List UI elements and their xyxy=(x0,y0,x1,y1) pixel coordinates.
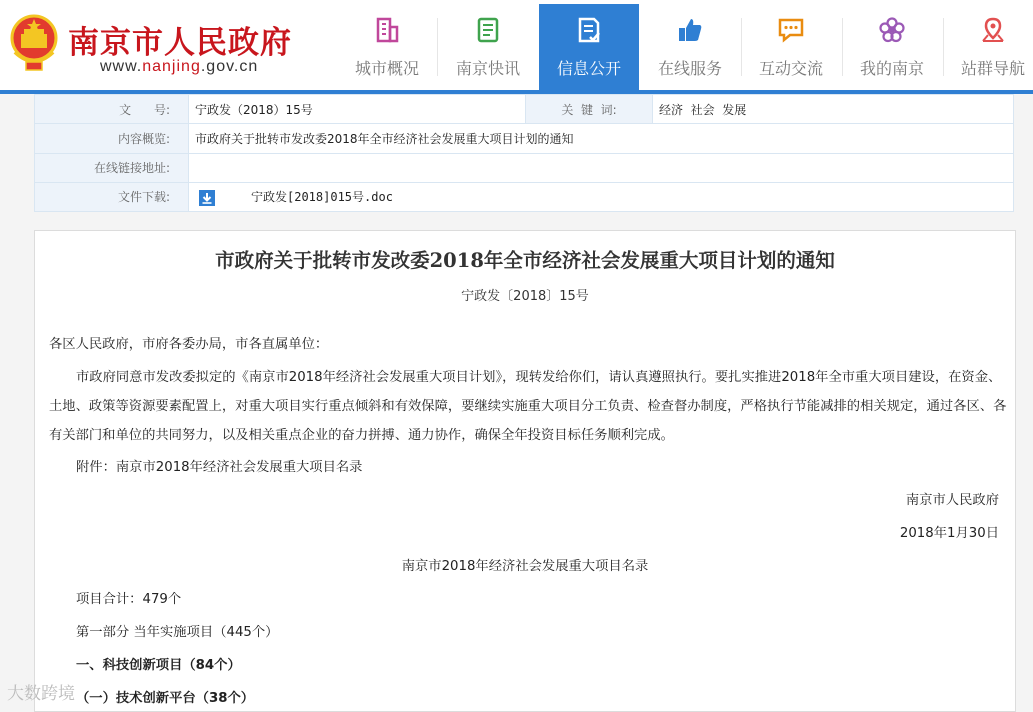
url-suffix: .gov.cn xyxy=(200,58,259,75)
nav-label: 互动交流 xyxy=(758,59,823,78)
nav-city-overview[interactable] xyxy=(337,0,437,90)
news-icon xyxy=(474,16,502,44)
nav-label: 在线服务 xyxy=(657,59,722,78)
site-url xyxy=(100,58,258,76)
keywords-value: 经济 社会 发展 xyxy=(653,95,1014,124)
nav-online-service[interactable] xyxy=(640,0,740,90)
list-title: 南京市2018年经济社会发展重大项目名录 xyxy=(401,559,649,574)
keywords-label: 关 键 词: xyxy=(526,95,653,124)
article-content xyxy=(34,230,1016,712)
nav-label: 站群导航 xyxy=(960,59,1025,78)
url-domain: nanjing xyxy=(142,58,201,75)
subsection-one-heading: （一）技术创新平台（38个） xyxy=(76,691,255,706)
summary-value: 市政府关于批转市发改委2018年全市经济社会发展重大项目计划的通知 xyxy=(189,124,1014,153)
map-pin-icon xyxy=(979,16,1007,44)
article-body: 市政府同意市发改委拟定的《南京市2018年经济社会发展重大项目计划》，现转发给你们，请认真遵照执行。要扎实推进2018年全市重大项目建设，在资金、土地、政策等资源要素配置上，对重大项目实行重点倾斜和有效保障，要继续实施重大项目分工负责、检查督办制度，严格执行节能减排的相关规定，通过各区、各有关部门和单位的共同努力，以及相关重点企业的奋力拼搏、通力协作，确保全年投资目标任务顺利完成。 xyxy=(49,370,1007,443)
article-docno: 宁政发〔2018〕15号 xyxy=(461,289,589,304)
watermark-text: 大数跨境 xyxy=(7,684,75,703)
nav-label: 我的南京 xyxy=(859,59,924,78)
thumbs-up-icon xyxy=(676,16,704,44)
watermark-logo xyxy=(7,679,75,704)
docno-value: 宁政发（2018）15号 xyxy=(189,95,526,124)
flower-icon xyxy=(878,16,906,44)
nav-my-nanjing[interactable] xyxy=(842,0,942,90)
site-header xyxy=(0,0,1033,90)
summary-label: 内容概览: xyxy=(35,124,189,153)
nav-interaction[interactable] xyxy=(741,0,841,90)
issue-date: 2018年1月30日 xyxy=(899,526,999,541)
building-icon xyxy=(373,16,401,44)
document-meta-table xyxy=(34,94,1014,212)
docno-label: 文 号: xyxy=(35,95,189,124)
download-file-link[interactable]: 宁政发[2018]015号.doc xyxy=(251,190,393,205)
document-check-icon xyxy=(575,16,603,44)
signature: 南京市人民政府 xyxy=(905,493,999,508)
section-one-heading: 一、科技创新项目（84个） xyxy=(76,658,241,673)
download-cell xyxy=(189,182,1014,211)
nav-nanjing-news[interactable] xyxy=(438,0,538,90)
chat-icon xyxy=(777,16,805,44)
article-title: 市政府关于批转市发改委2018年全市经济社会发展重大项目计划的通知 xyxy=(215,249,835,272)
part-one-heading: 第一部分 当年实施项目（445个） xyxy=(76,625,279,640)
nav-label: 信息公开 xyxy=(556,59,621,78)
salutation: 各区人民政府，市府各委办局，市各直属单位： xyxy=(49,337,329,352)
url-prefix: www. xyxy=(100,58,143,75)
download-label: 文件下载: xyxy=(35,182,189,211)
attachment-line[interactable]: 附件：南京市2018年经济社会发展重大项目名录 xyxy=(76,460,363,475)
nav-label: 南京快讯 xyxy=(455,59,520,78)
site-title[interactable]: 南京市人民政府 xyxy=(68,25,292,61)
nav-site-navigation[interactable] xyxy=(943,0,1033,90)
national-emblem-icon xyxy=(9,12,59,74)
link-value[interactable] xyxy=(189,153,1014,182)
link-label: 在线链接地址: xyxy=(35,153,189,182)
download-icon[interactable] xyxy=(199,190,215,206)
project-total: 项目合计：479个 xyxy=(76,592,182,607)
nav-info-disclosure[interactable] xyxy=(539,4,639,90)
nav-label: 城市概况 xyxy=(354,59,419,78)
